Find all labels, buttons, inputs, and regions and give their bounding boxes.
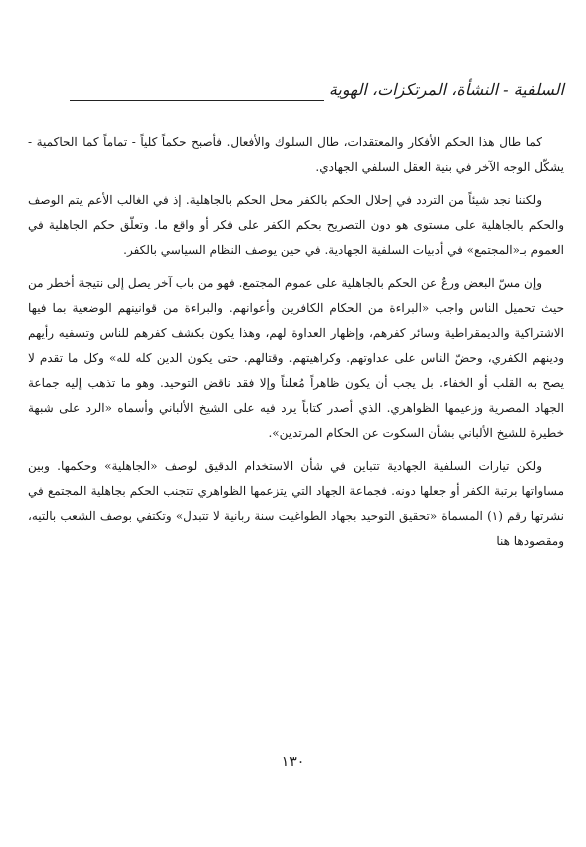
paragraph-2: ولكننا نجد شيئاً من التردد في إحلال الحكم بالكفر محل الحكم بالجاهلية. إذ في الغالب الأعم يتم الوصف والحكم بالجاهلية على مستوى هو دون التصريح بحكم الكفر على فكر أو واقع ما. وتعلّق حكم الجاهلية في العموم بـ«المجتمع» في أدبيات السلفية الجهادية. في حين يوصف النظام السياسي بالكفر. [28, 193, 564, 257]
paragraph-1: كما طال هذا الحكم الأفكار والمعتقدات، طال السلوك والأفعال. فأصبح حكماً كلياً - تماماً كما الحاكمية - يشكّل الوجه الآخر في بنية العقل السلفي الجهادي. [28, 135, 564, 174]
page-number: ١٣٠ [281, 754, 305, 770]
paragraph-3: وإن مسّ البعض ورعٌ عن الحكم بالجاهلية على عموم المجتمع. فهو من باب آخر يصل إلى نتيجة أخطر من حيث تحميل الناس واجب «البراءة من الحكام الكافرين وأعوانهم. والبراءة من قوانينهم الوضعية بما فيها الاشتراكية والديمقراطية وسائر كفرهم، وإظهار العداوة لهم، وهذا يكون بكشف كفرهم للناس وتسفيه رأيهم ودينهم الكفري، وحضّ الناس على عداوتهم. وكراهيتهم. وقتالهم. حتى يكون الدين كله لله» وكل ما تقدم لا يصح به القلب أو الخفاء. بل يجب أن يكون ظاهراً مُعلناً وإلا فقد ناقض التوحيد. وهو ما تذهب إليه جماعة الجهاد المصرية وزعيمها الظواهري. الذي أصدر كتاباً يرد فيه على الشيخ الألباني وأسماه «الرد على شبهة خطيرة للشيخ الألباني بشأن السكوت عن الحكام المرتدين». [28, 276, 564, 440]
paragraph-4: ولكن تيارات السلفية الجهادية تتباين في شأن الاستخدام الدقيق لوصف «الجاهلية» وحكمها. وبين مساواتها برتبة الكفر أو جعلها دونه. فجماعة الجهاد التي يتزعمها الظواهري تتجنب الحكم بجاهلية المجتمع في نشرتها رقم (١) المسماة «تحقيق التوحيد بجهاد الطواغيت سنة ربانية لا تتبدل» وتكتفي بوصف الشعب بالتيه، ومقصودها هنا [28, 459, 564, 548]
body-text [28, 130, 564, 554]
header-rule [70, 100, 324, 101]
running-header: السلفية - النشأة، المرتكزات، الهوية [328, 80, 564, 99]
